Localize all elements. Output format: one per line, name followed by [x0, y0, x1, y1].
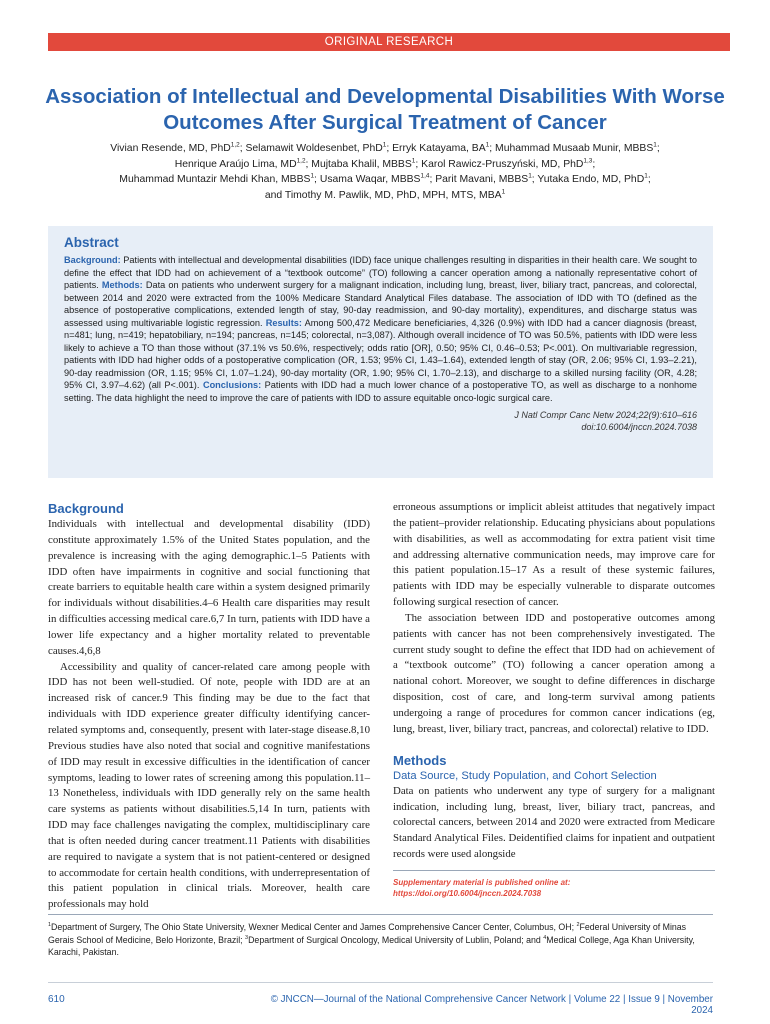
footer-divider: [48, 982, 713, 983]
right-column: [393, 500, 715, 863]
page-number: 610: [48, 994, 65, 1005]
supplementary-divider: [393, 870, 715, 871]
article-title: Association of Intellectual and Developmental Disabilities With Worse Outcomes After Surgical Treatment of Cancer: [45, 85, 725, 134]
abstract-conclusions: Patients with IDD had a much lower chance of a postoperative TO, as well as discharge to a nonhome setting. The data highlight the need to improve the care of patients with IDD to assure equitable onco-logic surgical care.: [64, 380, 697, 404]
abstract-box: [48, 226, 713, 478]
abstract-background-label: Background:: [64, 255, 121, 265]
body-paragraph-1: Individuals with intellectual and developmental disability (IDD) constitute approximately 1.5% of the United States population, and the prevalence is increasing with the aging demographic.1–5 Patients with IDD often have impairments in cognitive and social functioning that create barriers to equitable health care within a system designed primarily for individuals without disabilities.4–6 Health care disparities may result in difficulties accessing medical care.6,7 In turn, patients with IDD have a lower life expectancy and a higher mortality related to preventable causes.4,6,8: [48, 518, 370, 657]
body-paragraph-5: Data on patients who underwent any type of surgery for a malignant indication, including lung, breast, liver, biliary tract, pancreas, and colorectal cancers, between 2014 and 2020 were extracted from Medicare Standard Analytical Files. Deidentified claims for inpatient and outpatient records were used alongside: [393, 784, 715, 861]
journal-footer: © JNCCN—Journal of the National Comprehensive Cancer Network | Volume 22 | Issue 9 | November 2024: [270, 994, 713, 1016]
abstract-background: Patients with intellectual and developmental disabilities (IDD) face unique challenges resulting in disparities in their health care. We sought to define the effect that IDD had on achievement of a “textbook outcome” (TO) following a cancer operation among a nationally representative cohort of patients.: [64, 255, 697, 291]
abstract-methods: Data on patients who underwent surgery for a malignant indication, including lung, breast, liver, biliary tract, pancreas, and colorectal, between 2014 and 2020 were extracted from the 100% Medicare Standard Analytical Files database. The association of IDD with TO (defined as the absence of postoperative complications, extended length of stay, 90-day readmission, and 90-day mortality), expenditures, and discharge status was assessed using multivariable logistic regression.: [64, 280, 697, 328]
body-paragraph-3: erroneous assumptions or implicit ableist attitudes that negatively impact the patient–provider relationship. Educating physicians about populations with disabilities, as well as accommodating for extra patient visit time and addressing alternative communication needs, may improve care for this patient population.15–17 As a result of these systemic failures, patients with IDD may be especially vulnerable to disparate outcomes following surgical resection of cancer.: [393, 501, 715, 609]
body-paragraph-4: The association between IDD and postoperative outcomes among patients with cancer has not been comprehensively investigated. The current study sought to define the effect that IDD had on achievement of a “textbook outcome” (TO) following a cancer operation among a national cohort. Moreover, we sought to define differences in discharge disposition, cost of care, and long-term survival among patients undergoing a range of procedures for common cancer indications (eg, lung, breast, liver, biliary tract, pancreas, and colorectal) relative to IDD.: [393, 611, 715, 735]
abstract-results-label: Results:: [265, 317, 302, 328]
supplementary-note: Supplementary material is published online at: https://doi.org/10.6004/jnccn.2024.7038: [393, 878, 571, 898]
methods-heading: Methods: [393, 752, 447, 768]
abstract-methods-label: Methods:: [101, 280, 143, 291]
body-paragraph-2: Accessibility and quality of cancer-related care among people with IDD has not been well-studied. Of note, people with IDD are at an increased risk of cancer.9 This finding may be due to the fact that individuals with IDD experience greater difficulty identifying cancer-related symptoms and, consequently, present with later-stage disease.8,10 Previous studies have also noted that social and cognitive manifestations of IDD may result in excessive difficulties in the identification of cancer symptoms, leading to lower rates of screening among this population.11–13 Nonetheless, individuals with IDD generally rely on the same health care systems as patients without disabilities.5,14 In turn, patients with IDD may face challenges navigating the complex, multidisciplinary care that is often needed during cancer treatment.11 Patients with disabilities are required to navigate a system that is not patient-centered or designed to accommodate for certain health conditions, with underrepresentation of this patient population in clinical trials. Moreover, health care professionals may hold: [48, 660, 370, 911]
footnote-divider: [48, 914, 713, 915]
affiliations-footnote: $^1$Department of Surgery, The Ohio State University, Wexner Medical Center and James Comprehensive Cancer Center, Columbus, OH; $^2$Federal University of Minas Gerais School of Medicine, Belo Horizonte, Brazil; $^3$Department of Surgical Oncology, Medical University of Lublin, Poland; and $^4$Medical College, Aga Khan University, Karachi, Pakistan.: [48, 922, 695, 957]
abstract-heading: Abstract: [64, 235, 119, 250]
abstract-text: [64, 254, 697, 405]
left-column: [48, 500, 370, 913]
methods-subheading: Data Source, Study Population, and Cohort Selection: [393, 769, 657, 782]
abstract-results: Among 500,472 Medicare beneficiaries, 4,326 (0.9%) with IDD had a cancer diagnosis (breast, n=481; lung, n=419; hepatobiliary, n=194; pancreas, n=145; colorectal, n=3,087). Although overall incidence of TO was 50.5%, patients with IDD were less likely to achieve a TO than those without (37.1% vs 50.6%, respectively; odds ratio [OR], 0.50; 95% CI, 0.46–0.53; P<.001). On multivariable regression, patients with IDD had higher odds of a postoperative complication (OR, 1.53; 95% CI, 1.43–1.64), extended length of stay (OR, 2.06; 95% CI, 1.93–2.21), 90-day readmission (OR, 1.15; 95% CI, 1.07–1.24), 90-day mortality (OR, 1.90; 95% CI, 1.70–2.13), and discharge to a skilled nursing facility (OR, 4.28; 95% CI, 3.97–4.62) (all P<.001).: [64, 317, 697, 391]
background-heading: Background: [48, 501, 124, 516]
doi-line: doi:10.6004/jnccn.2024.7038: [581, 422, 697, 433]
author-list: Vivian Resende, MD, PhD$^{1,2}$; Selamawit Woldesenbet, PhD$^1$; Erryk Katayama, $BA^1$; Muhammad Musaab Munir, MBBS$^1$; Henrique Araújo Lima, MD$^{1,2}$; Mujtaba Khalil, MBBS$^1$; Karol Rawicz-Pruszyński, MD, PhD$^{1,3}$; Muhammad Muntazir Mehdi Khan, MBBS$^1$; Usama Waqar, MBBS$^{1,4}$; Parit Mavani, MBBS$^1$; Yutaka Endo, MD, PhD$^1$; and Timothy M. Pawlik, MD, PhD, MPH, MTS, MBA$^1$: [110, 141, 660, 201]
abstract-conclusions-label: Conclusions:: [202, 380, 262, 391]
section-banner: ORIGINAL RESEARCH: [48, 33, 730, 51]
citation-line: J Natl Compr Canc Netw 2024;22(9):610–616: [514, 409, 697, 420]
